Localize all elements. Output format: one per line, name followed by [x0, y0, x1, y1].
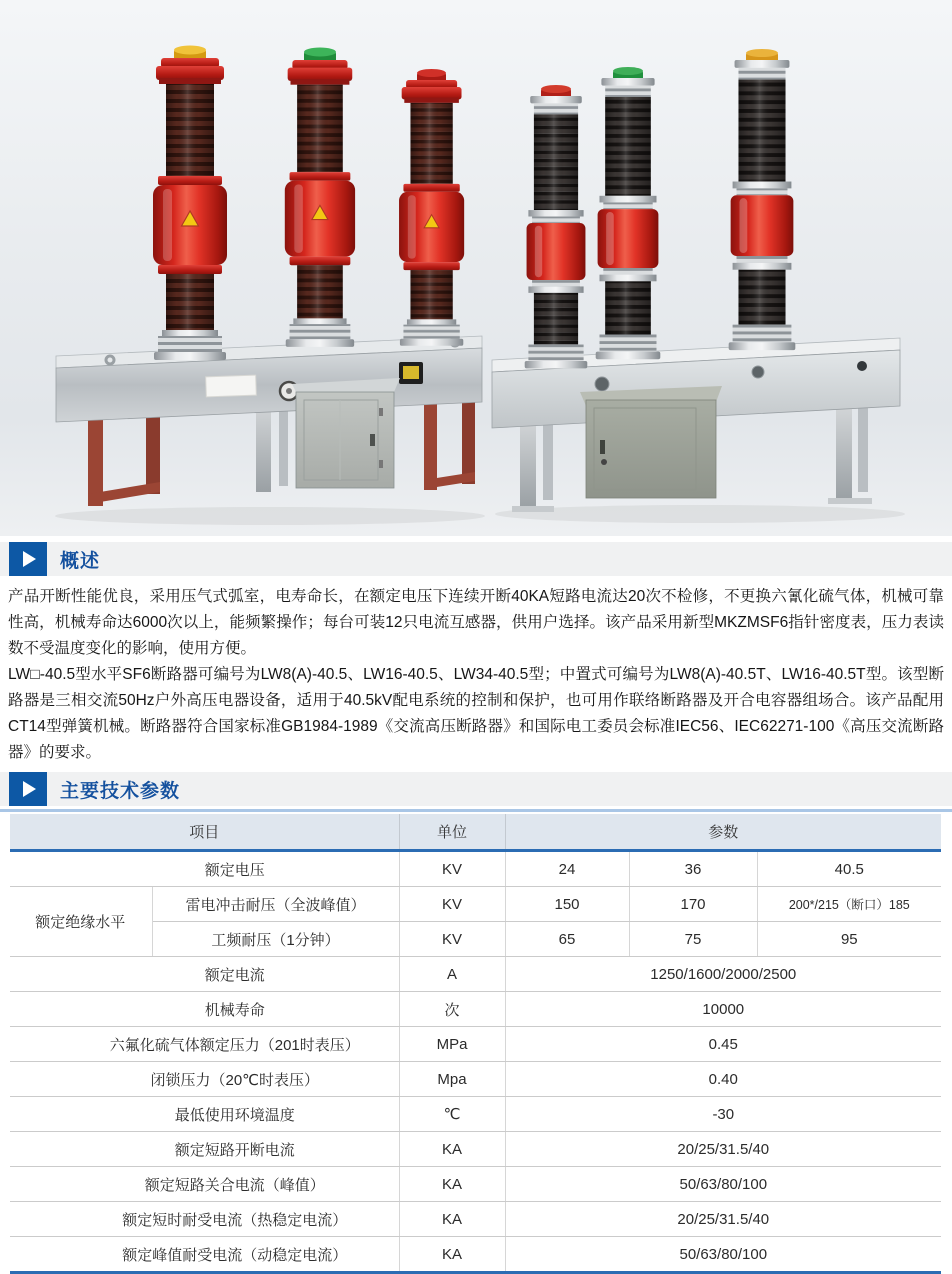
overview-paragraph-1: 产品开断性能优良，采用压气式弧室，电寿命长，在额定电压下连续开断40KA短路电流达20次不检修，不更换六氰化硫气体，机械可靠性高，机械寿命达6000次以上，能频繁操作；每台可装12只电流互感器，供用户选择。该产品采用新型MKZMSF6指针密度表，压力表读数不受温度变化的影响，使用方便。 — [8, 588, 944, 657]
spec-unit: Mpa — [399, 1062, 505, 1097]
spec-item: 闭锁压力（20℃时表压） — [10, 1062, 399, 1097]
spec-unit: KV — [399, 922, 505, 957]
spec-unit: ℃ — [399, 1097, 505, 1132]
photo-background — [0, 0, 952, 536]
spec-group: 额定绝缘水平 — [10, 887, 152, 957]
header-unit: 单位 — [399, 814, 505, 851]
left-unit-cabinet — [292, 378, 400, 488]
spec-item: 额定短路关合电流（峰值） — [10, 1167, 399, 1202]
table-row — [10, 1097, 941, 1132]
table-row — [10, 992, 941, 1027]
spec-unit: KV — [399, 887, 505, 922]
spec-value: 0.40 — [505, 1062, 941, 1097]
spec-unit: KA — [399, 1132, 505, 1167]
play-icon — [9, 772, 47, 806]
spec-subitem: 工频耐压（1分钟） — [152, 922, 399, 957]
spec-unit: 次 — [399, 992, 505, 1027]
right-unit-cabinet — [580, 386, 722, 498]
product-photo — [0, 0, 952, 536]
left-unit-poles — [153, 46, 464, 361]
header-item: 项目 — [10, 814, 399, 851]
spec-value: 20/25/31.5/40 — [505, 1132, 941, 1167]
table-row — [10, 1062, 941, 1097]
spec-value: 50/63/80/100 — [505, 1167, 941, 1202]
specs-title: 主要技术参数 — [60, 780, 181, 802]
spec-value: 1250/1600/2000/2500 — [505, 957, 941, 992]
spec-item: 额定短路开断电流 — [10, 1132, 399, 1167]
spec-value: 150 — [505, 887, 629, 922]
spec-value: 50/63/80/100 — [505, 1237, 941, 1273]
overview-paragraph-2: LW□-40.5型水平SF6断路器可编号为LW8(A)-40.5、LW16-40.5、LW34-40.5型；中置式可编号为LW8(A)-40.5T、LW16-40.5T型。该型断路器是三相交流50Hz户外高压电器设备，适用于40.5kV配电系统的控制和保护，也可用作联络断路器及开合电容器组场合。该产品配用CT14型弹簧机械。断路器符合国家标准GB1984-1989《交流高压断路器》和国际电工委员会标准IEC56、IEC62271-100《高压交流断路器》的要求。 — [8, 666, 944, 761]
spec-item: 额定峰值耐受电流（动稳定电流） — [10, 1237, 399, 1273]
spec-value: 75 — [629, 922, 757, 957]
spec-item: 额定电压 — [10, 851, 399, 887]
spec-value: 65 — [505, 922, 629, 957]
spec-value: 0.45 — [505, 1027, 941, 1062]
spec-value: 20/25/31.5/40 — [505, 1202, 941, 1237]
spec-value: 200*/215（断口）185 — [757, 887, 941, 922]
table-row — [10, 1132, 941, 1167]
spec-subitem: 雷电冲击耐压（全波峰值） — [152, 887, 399, 922]
table-row — [10, 851, 941, 887]
breaker-illustration — [0, 0, 952, 536]
specs-table — [10, 814, 941, 1274]
table-row — [10, 957, 941, 992]
spec-unit: A — [399, 957, 505, 992]
spec-unit: KA — [399, 1237, 505, 1273]
spec-value: 95 — [757, 922, 941, 957]
spec-value: 10000 — [505, 992, 941, 1027]
table-row — [10, 1167, 941, 1202]
header-param: 参数 — [505, 814, 941, 851]
spec-value: 36 — [629, 851, 757, 887]
spec-item: 六氟化硫气体额定压力（201时表压） — [10, 1027, 399, 1062]
overview-title: 概述 — [60, 550, 101, 572]
spec-unit: KA — [399, 1167, 505, 1202]
table-row — [10, 1027, 941, 1062]
spec-item: 最低使用环境温度 — [10, 1097, 399, 1132]
overview-text — [8, 584, 944, 766]
table-row — [10, 1202, 941, 1237]
spec-unit: KV — [399, 851, 505, 887]
spec-value: 40.5 — [757, 851, 941, 887]
specs-section-header — [0, 772, 952, 806]
spec-value: -30 — [505, 1097, 941, 1132]
play-icon — [9, 542, 47, 576]
spec-value: 170 — [629, 887, 757, 922]
overview-section-header — [0, 542, 952, 576]
specs-separator — [0, 809, 952, 812]
table-row — [10, 887, 941, 922]
spec-unit: KA — [399, 1202, 505, 1237]
spec-value: 24 — [505, 851, 629, 887]
spec-item: 额定短时耐受电流（热稳定电流） — [10, 1202, 399, 1237]
table-header-row — [10, 814, 941, 851]
spec-item: 额定电流 — [10, 957, 399, 992]
spec-unit: MPa — [399, 1027, 505, 1062]
spec-item: 机械寿命 — [10, 992, 399, 1027]
table-row — [10, 1237, 941, 1273]
